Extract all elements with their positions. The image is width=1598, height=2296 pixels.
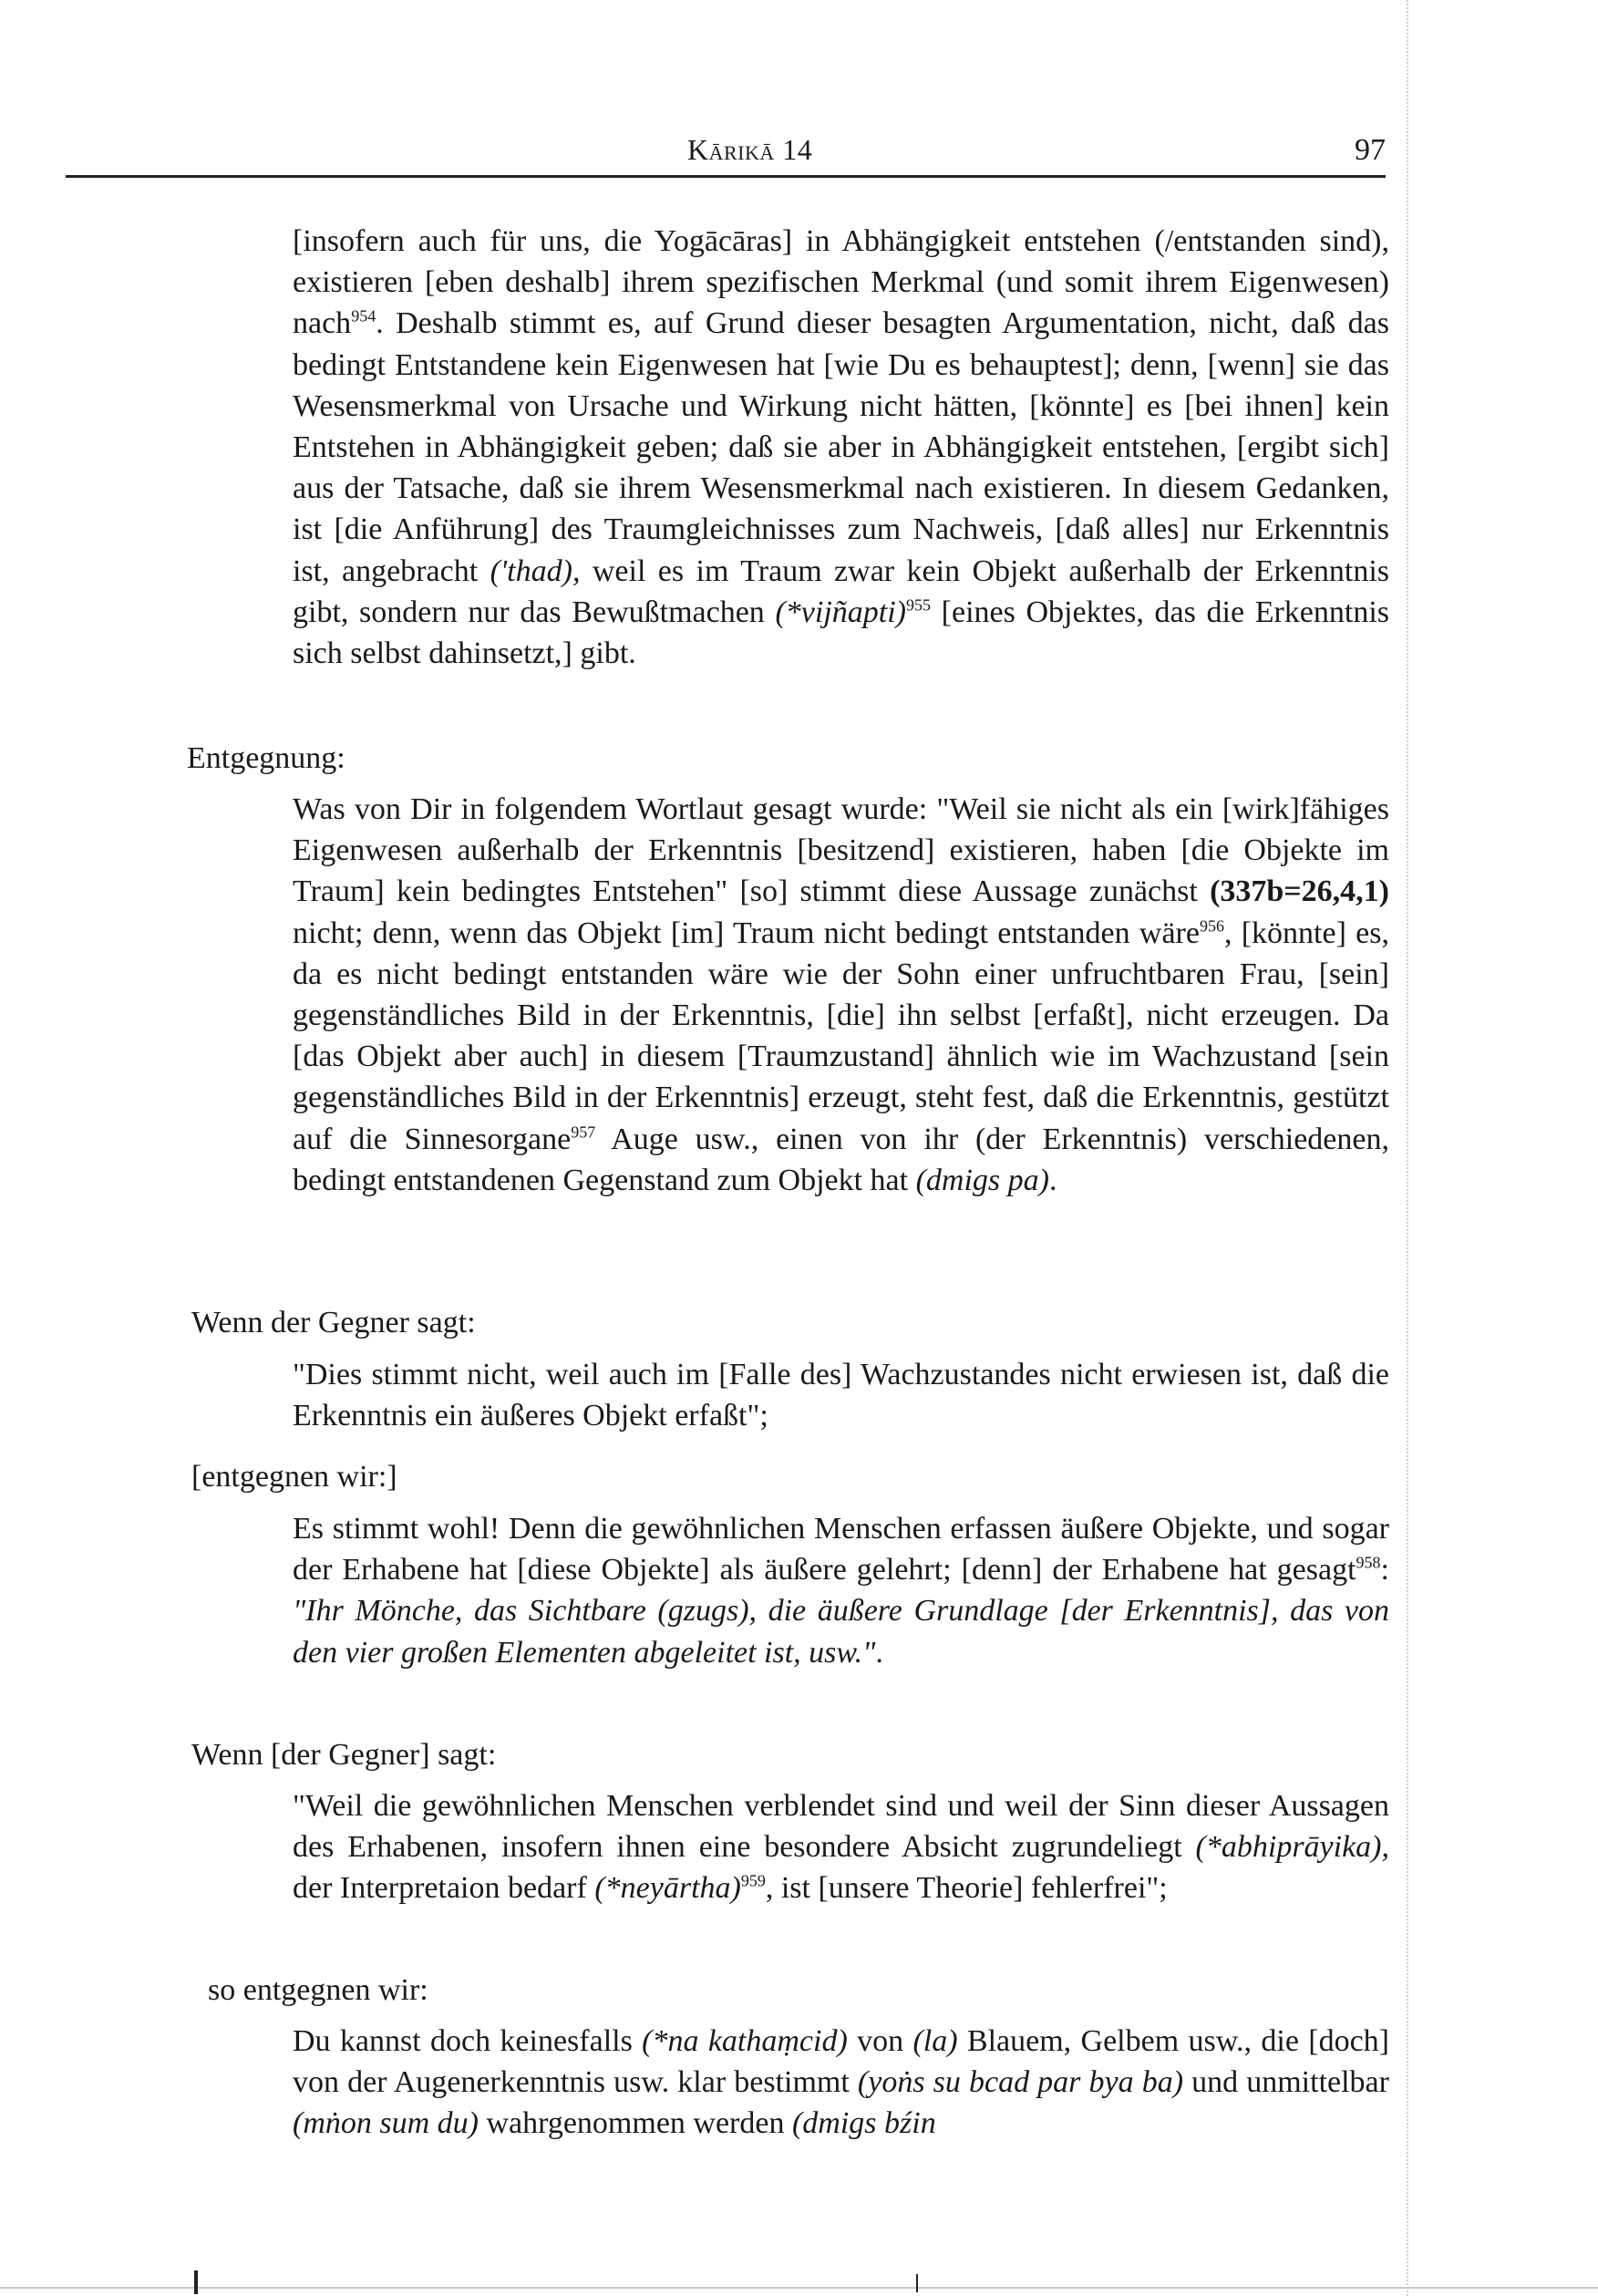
section-label-entgegnung: Entgegnung: <box>187 741 345 775</box>
tibetan-term: ('thad), <box>490 553 581 588</box>
text-run: . <box>875 1635 883 1670</box>
tibetan-term: (yoṅs su bcad par bya ba) <box>857 2065 1184 2100</box>
text-run: Auge usw., einen von ihr (der Erkenntnis) verschiedenen, bedingt entstandenen Gegenstand zum Objekt hat <box>293 1122 1389 1197</box>
text-run: nicht; denn, wenn das Objekt [im] Traum nicht bedingt entstanden wäre <box>293 915 1200 950</box>
text-run: : <box>1380 1553 1389 1588</box>
paragraph-4 <box>293 1508 1389 1673</box>
paragraph-5 <box>293 1785 1389 1909</box>
text-run: Es stimmt wohl! Denn die gewöhnlichen Menschen erfassen äußere Objekte, und sogar der Erhabene hat [diese Objekte] als äußere gelehrt; [denn] der Erhabene hat gesagt <box>293 1512 1389 1588</box>
sanskrit-term: (*vijñapti) <box>775 595 906 629</box>
text-run: [insofern auch für uns, die Yogācāras] in Abhängigkeit entstehen (/entstanden sind), existieren [eben deshalb] ihrem spezifischen Merkmal (und somit ihrem Eigenwesen) nach <box>293 224 1389 341</box>
scan-edge-line <box>1407 0 1409 2296</box>
text-run: . <box>1048 1163 1057 1197</box>
quotation: "Ihr Mönche, das Sichtbare (gzugs), die äußere Grundlage [der Erkenntnis], das von den vier großen Elementen abgeleitet ist, usw." <box>293 1594 1389 1670</box>
sanskrit-term: (*neyārtha) <box>594 1871 741 1906</box>
page-reference: (337b=26,4,1) <box>1210 874 1389 909</box>
text-run: [eines Objektes, das die Erkenntnis sich selbst dahinsetzt,] gibt. <box>293 595 1389 671</box>
text-run: Was von Dir in folgendem Wortlaut gesagt wurde: "Weil sie nicht als ein [wirk]fähiges Eigenwesen außerhalb der Erkenntnis [besitzend] existieren, haben [die Objekte im Traum] kein bedingtes Entstehen" [so] stimmt diese Aussage zunächst <box>293 792 1389 909</box>
sanskrit-term: (*na kathaṃcid) <box>642 2024 848 2058</box>
footnote-ref: 956 <box>1199 916 1224 936</box>
tibetan-term: (mṅon sum du) <box>293 2106 479 2141</box>
running-title: Kārikā 14 <box>687 133 813 166</box>
sanskrit-term: (*abhiprāyika), <box>1195 1830 1389 1865</box>
footnote-ref: 955 <box>906 595 931 615</box>
footnote-ref: 959 <box>740 1872 766 1891</box>
scan-mark <box>194 2270 198 2294</box>
text-run: , ist [unsere Theorie] fehlerfrei"; <box>765 1871 1168 1906</box>
text-run: wahrgenommen werden <box>478 2106 792 2141</box>
section-label-so-entgegnen: so entgegnen wir: <box>208 1973 428 2007</box>
section-label-entgegnen: [entgegnen wir:] <box>191 1460 397 1494</box>
tibetan-term: (dmigs pa) <box>915 1163 1049 1197</box>
text-run: von <box>847 2024 913 2058</box>
section-label-gegner-2: Wenn [der Gegner] sagt: <box>191 1738 497 1772</box>
paragraph-1 <box>293 221 1389 674</box>
text-run: , [könnte] es, da es nicht bedingt entstanden wäre wie der Sohn einer unfruchtbaren Frau, [sein] gegenständliches Bild in der Erkenntnis, [die] ihn selbst [erfaßt], nicht erzeugen. Da [das Objekt aber auch] in diesem [Traumzustand] ähnlich wie im Wachzustand [sein gegenständliches Bild in der Erkenntnis] erzeugt, steht fest, daß die Erkenntnis, gestützt auf die Sinnesorgane <box>293 915 1389 1156</box>
section-label-gegner: Wenn der Gegner sagt: <box>191 1306 476 1339</box>
text-run: "Weil die gewöhnlichen Menschen verblendet sind und weil der Sinn dieser Aussagen des Erhabenen, insofern ihnen eine besondere Absicht zugrundeliegt <box>293 1789 1389 1865</box>
paragraph-6 <box>293 2021 1389 2145</box>
page-number: 97 <box>1355 133 1386 167</box>
scan-mark <box>916 2274 918 2292</box>
paragraph-2 <box>293 789 1389 1201</box>
text-run: Du kannst doch keinesfalls <box>293 2024 643 2058</box>
text-run: Blauem, Gelbem usw., die [doch] von der Augenerkenntnis usw. klar bestimmt <box>293 2024 1390 2100</box>
text-run: . Deshalb stimmt es, auf Grund dieser besagten Argumentation, nicht, daß das bedingt Entstandene kein Eigenwesen hat [wie Du es behauptest]; denn, [wenn] sie das Wesensmerkmal von Ursache und Wirkung nicht hätten, [könnte] es [bei ihnen] kein Entstehen in Abhängigkeit geben; daß sie aber in Abhängigkeit entstehen, [ergibt sich] aus der Tatsache, daß sie ihrem Wesensmerkmal nach existieren. In diesem Gedanken, ist [die Anführung] des Traumgleichnisses zum Nachweis, [daß alles] nur Erkenntnis ist, angebracht <box>293 306 1389 588</box>
footnote-ref: 954 <box>351 307 376 326</box>
footnote-ref: 957 <box>571 1122 596 1142</box>
footnote-ref: 958 <box>1356 1553 1381 1572</box>
paragraph-3: "Dies stimmt nicht, weil auch im [Falle des] Wachzustandes nicht erwiesen ist, daß die Erkenntnis ein äußeres Objekt erfaßt"; <box>293 1358 1389 1433</box>
scan-bottom-edge <box>0 2287 1598 2289</box>
tibetan-term: (dmigs bźin <box>791 2106 936 2141</box>
text-run: und unmittelbar <box>1183 2065 1389 2100</box>
page-header <box>66 129 1386 178</box>
text-run: weil es im Traum zwar kein Objekt außerhalb der Erkenntnis gibt, sondern nur das Bewußtmachen <box>293 553 1389 629</box>
text-run: der Interpretaion bedarf <box>293 1871 595 1906</box>
tibetan-term: (la) <box>912 2024 958 2058</box>
